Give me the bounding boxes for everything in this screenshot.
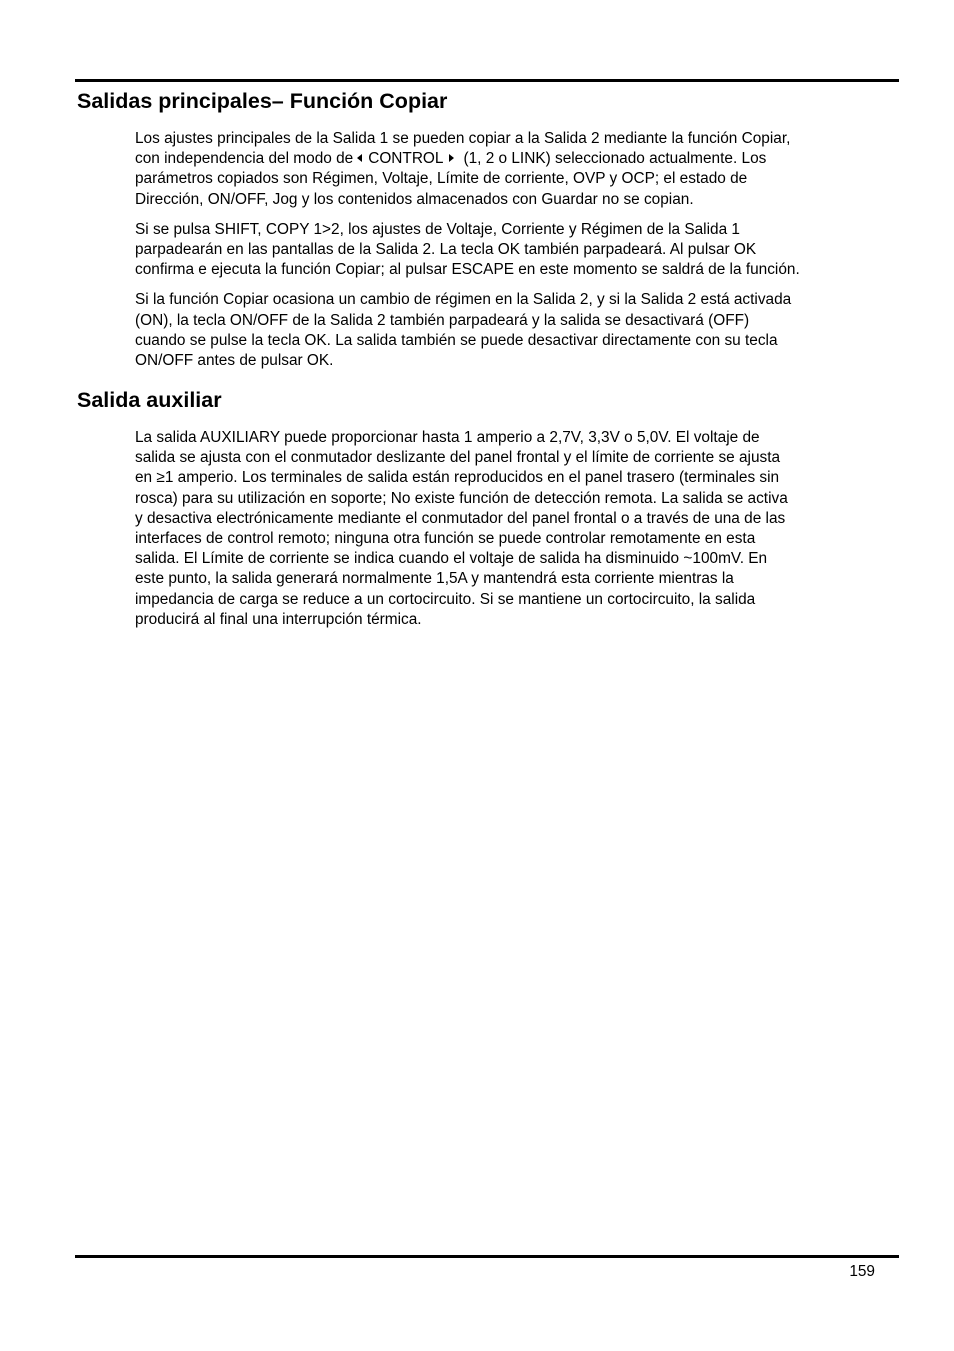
text-fragment: (1, 2 o LINK) seleccionado actualmente. Los bbox=[463, 150, 767, 168]
text-line: Si se pulsa SHIFT, COPY 1>2, los ajustes de Voltaje, Corriente y Régimen de la Salida 1 bbox=[135, 220, 740, 238]
paragraph-aux-output bbox=[135, 428, 905, 630]
text-line: parámetros copiados son Régimen, Voltaje, Límite de corriente, OVP y OCP; el estado de bbox=[135, 170, 748, 188]
text-line: confirma e ejecuta la función Copiar; al pulsar ESCAPE en este momento se saldrá de la función. bbox=[135, 261, 800, 279]
bottom-rule bbox=[75, 1255, 899, 1258]
text-fragment: con independencia del modo de bbox=[135, 150, 354, 168]
right-arrow-icon bbox=[449, 154, 454, 162]
text-line: Dirección, ON/OFF, Jog y los contenidos almacenados con Guardar no se copian. bbox=[135, 190, 694, 208]
text-line: La salida AUXILIARY puede proporcionar hasta 1 amperio a 2,7V, 3,3V o 5,0V. El voltaje de bbox=[135, 429, 760, 446]
text-line: cuando se pulse la tecla OK. La salida también se puede desactivar directamente con su tecla bbox=[135, 331, 778, 349]
text-line: interfaces de control remoto; ninguna otra función se puede controlar remotamente en esta bbox=[135, 530, 756, 548]
text-line: en ≥1 amperio. Los terminales de salida están reproducidos en el panel trasero (terminales sin bbox=[135, 469, 780, 487]
section-body-copy-function bbox=[135, 129, 905, 381]
text-line bbox=[135, 149, 905, 169]
text-line: salida se ajusta con el conmutador deslizante del panel frontal y el límite de corriente se ajusta bbox=[135, 449, 781, 467]
text-line: y desactiva electrónicamente mediante el conmutador del panel frontal o a través de una de las bbox=[135, 509, 786, 527]
page-number: 159 bbox=[849, 1263, 875, 1280]
paragraph-copy-shift bbox=[135, 220, 905, 281]
paragraph-copy-mode-change bbox=[135, 290, 905, 371]
text-line: impedancia de carga se reduce a un cortocircuito. Si se mantiene un cortocircuito, la salida bbox=[135, 590, 756, 608]
control-key-label: CONTROL bbox=[368, 150, 444, 168]
text-line: rosca) para su utilización en soporte; No existe función de detección remota. La salida se activa bbox=[135, 489, 788, 507]
section-heading-copy-function: Salidas principales– Función Copiar bbox=[77, 89, 448, 113]
left-arrow-icon bbox=[357, 154, 362, 162]
text-line: parpadearán en las pantallas de la Salida 2. La tecla OK también parpadeará. Al pulsar OK bbox=[135, 241, 757, 259]
text-line: Los ajustes principales de la Salida 1 se pueden copiar a la Salida 2 mediante la función Copiar, bbox=[135, 130, 791, 147]
section-body-aux-output bbox=[135, 428, 905, 640]
paragraph-copy-intro bbox=[135, 129, 905, 210]
text-line: Si la función Copiar ocasiona un cambio de régimen en la Salida 2, y si la Salida 2 está activada bbox=[135, 291, 792, 309]
text-line: salida. El Límite de corriente se indica cuando el voltaje de salida ha disminuido ~100mV. En bbox=[135, 550, 768, 568]
text-line: ON/OFF antes de pulsar OK. bbox=[135, 352, 334, 370]
text-line: producirá al final una interrupción térmica. bbox=[135, 610, 422, 628]
text-line: este punto, la salida generará normalmente 1,5A y mantendrá esta corriente mientras la bbox=[135, 570, 734, 588]
section-heading-aux-output: Salida auxiliar bbox=[77, 388, 222, 412]
top-rule bbox=[75, 79, 899, 82]
text-line: (ON), la tecla ON/OFF de la Salida 2 también parpadeará y la salida se desactivará (OFF) bbox=[135, 311, 750, 329]
